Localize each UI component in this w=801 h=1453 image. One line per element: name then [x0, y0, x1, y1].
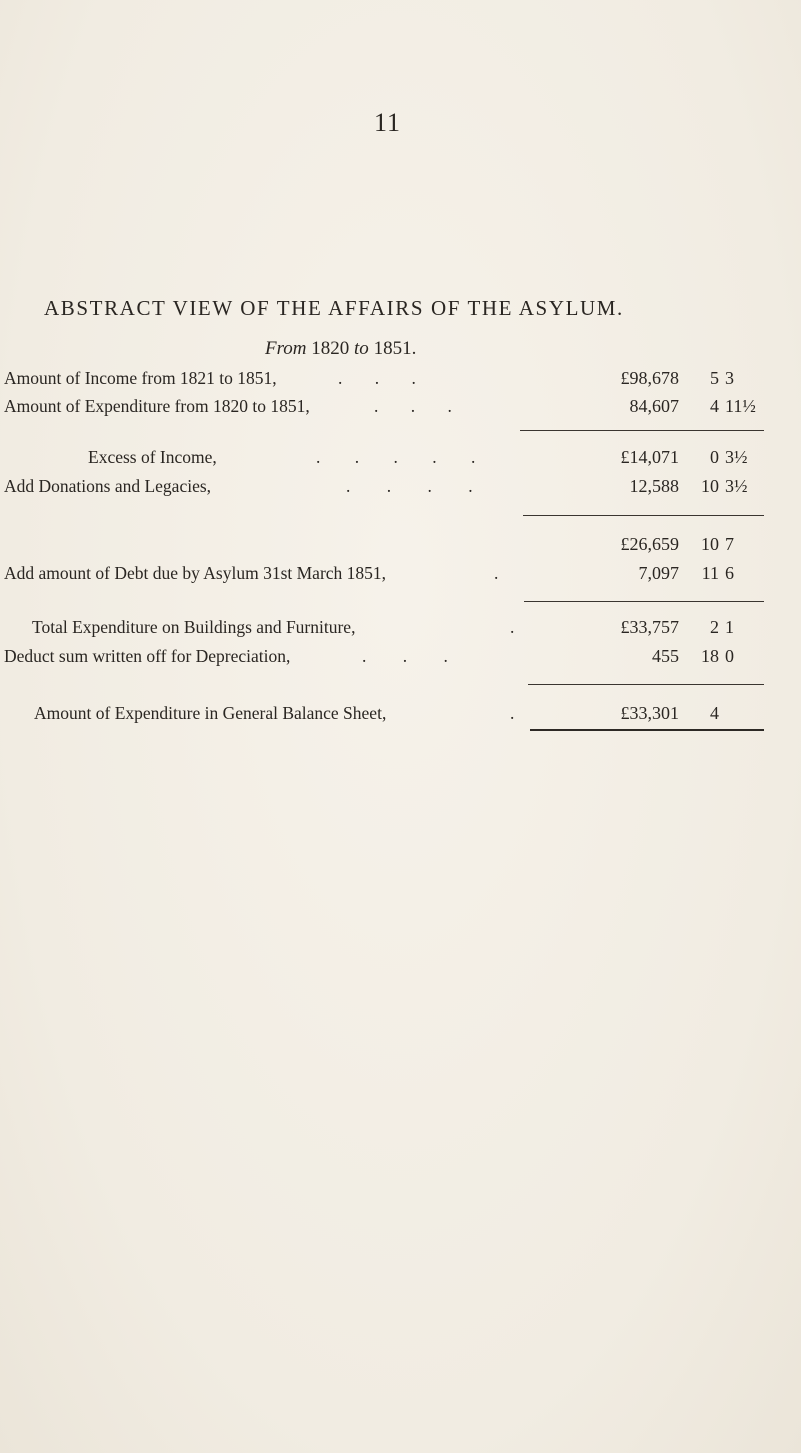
row-label: Amount of Income from 1821 to 1851,: [4, 368, 277, 388]
pence-amount: 6: [725, 563, 734, 583]
dot-leaders: .: [510, 617, 515, 637]
page-number: 11: [374, 108, 402, 137]
sum-rule: [528, 684, 764, 685]
dot-leaders: . . . . .: [316, 447, 476, 467]
shillings-amount: 11: [701, 563, 719, 583]
account-row-donations: [0, 476, 801, 502]
account-row-subtotal: [0, 534, 801, 560]
pounds-amount: 12,588: [629, 476, 679, 496]
closing-rule: [530, 729, 764, 731]
dot-leaders: . . .: [362, 646, 448, 666]
account-row-debt: [0, 563, 801, 589]
pence-amount: 7: [725, 534, 734, 554]
pence-amount: 0: [725, 646, 734, 666]
pounds-amount: £26,659: [620, 534, 679, 554]
pence-amount: 11½: [725, 396, 756, 416]
to-word: to: [354, 338, 369, 359]
dot-leaders: . . .: [374, 396, 452, 416]
pounds-amount: £33,301: [620, 703, 679, 723]
account-row-balance-sheet: [0, 703, 801, 729]
document-title: ABSTRACT VIEW OF THE AFFAIRS OF THE ASYLUM.: [44, 296, 624, 320]
pence-amount: 3½: [725, 476, 748, 496]
row-label: Total Expenditure on Buildings and Furniture,: [32, 617, 356, 637]
pounds-amount: £14,071: [620, 447, 679, 467]
row-label: Add amount of Debt due by Asylum 31st March 1851,: [4, 563, 387, 583]
start-year: 1820: [311, 338, 350, 359]
shillings-amount: 2: [710, 617, 719, 637]
account-row-depreciation: [0, 646, 801, 672]
sum-rule: [524, 601, 764, 602]
account-row-expenditure: [0, 396, 801, 422]
pounds-amount: 84,607: [629, 396, 679, 416]
dot-leaders: .: [510, 703, 515, 723]
sum-rule: [520, 430, 764, 431]
shillings-amount: 10: [701, 534, 719, 554]
row-label: Deduct sum written off for Depreciation,: [4, 646, 291, 666]
account-row-income: [0, 368, 801, 394]
date-range-subtitle: [265, 338, 416, 360]
sum-rule: [523, 515, 764, 516]
pence-amount: 3: [725, 368, 734, 388]
row-label: Amount of Expenditure from 1820 to 1851,: [4, 396, 310, 416]
dot-leaders: . . .: [338, 368, 416, 388]
end-year: 1851.: [373, 338, 417, 359]
shillings-amount: 18: [701, 646, 719, 666]
pounds-amount: 455: [652, 646, 679, 666]
shillings-amount: 5: [710, 368, 719, 388]
pounds-amount: £98,678: [620, 368, 679, 388]
row-label: Excess of Income,: [88, 447, 217, 467]
dot-leaders: .: [494, 563, 499, 583]
shillings-amount: 4: [710, 703, 719, 723]
pounds-amount: £33,757: [620, 617, 679, 637]
account-row-excess-income: [0, 447, 801, 473]
shillings-amount: 4: [710, 396, 719, 416]
pence-amount: 1: [725, 617, 734, 637]
from-word: From: [265, 338, 307, 359]
pounds-amount: 7,097: [638, 563, 679, 583]
account-row-buildings-expenditure: [0, 617, 801, 643]
row-label: Amount of Expenditure in General Balance Sheet,: [34, 703, 387, 723]
shillings-amount: 0: [710, 447, 719, 467]
row-label: Add Donations and Legacies,: [4, 476, 212, 496]
pence-amount: 3½: [725, 447, 748, 467]
shillings-amount: 10: [701, 476, 719, 496]
dot-leaders: . . . .: [346, 476, 473, 496]
